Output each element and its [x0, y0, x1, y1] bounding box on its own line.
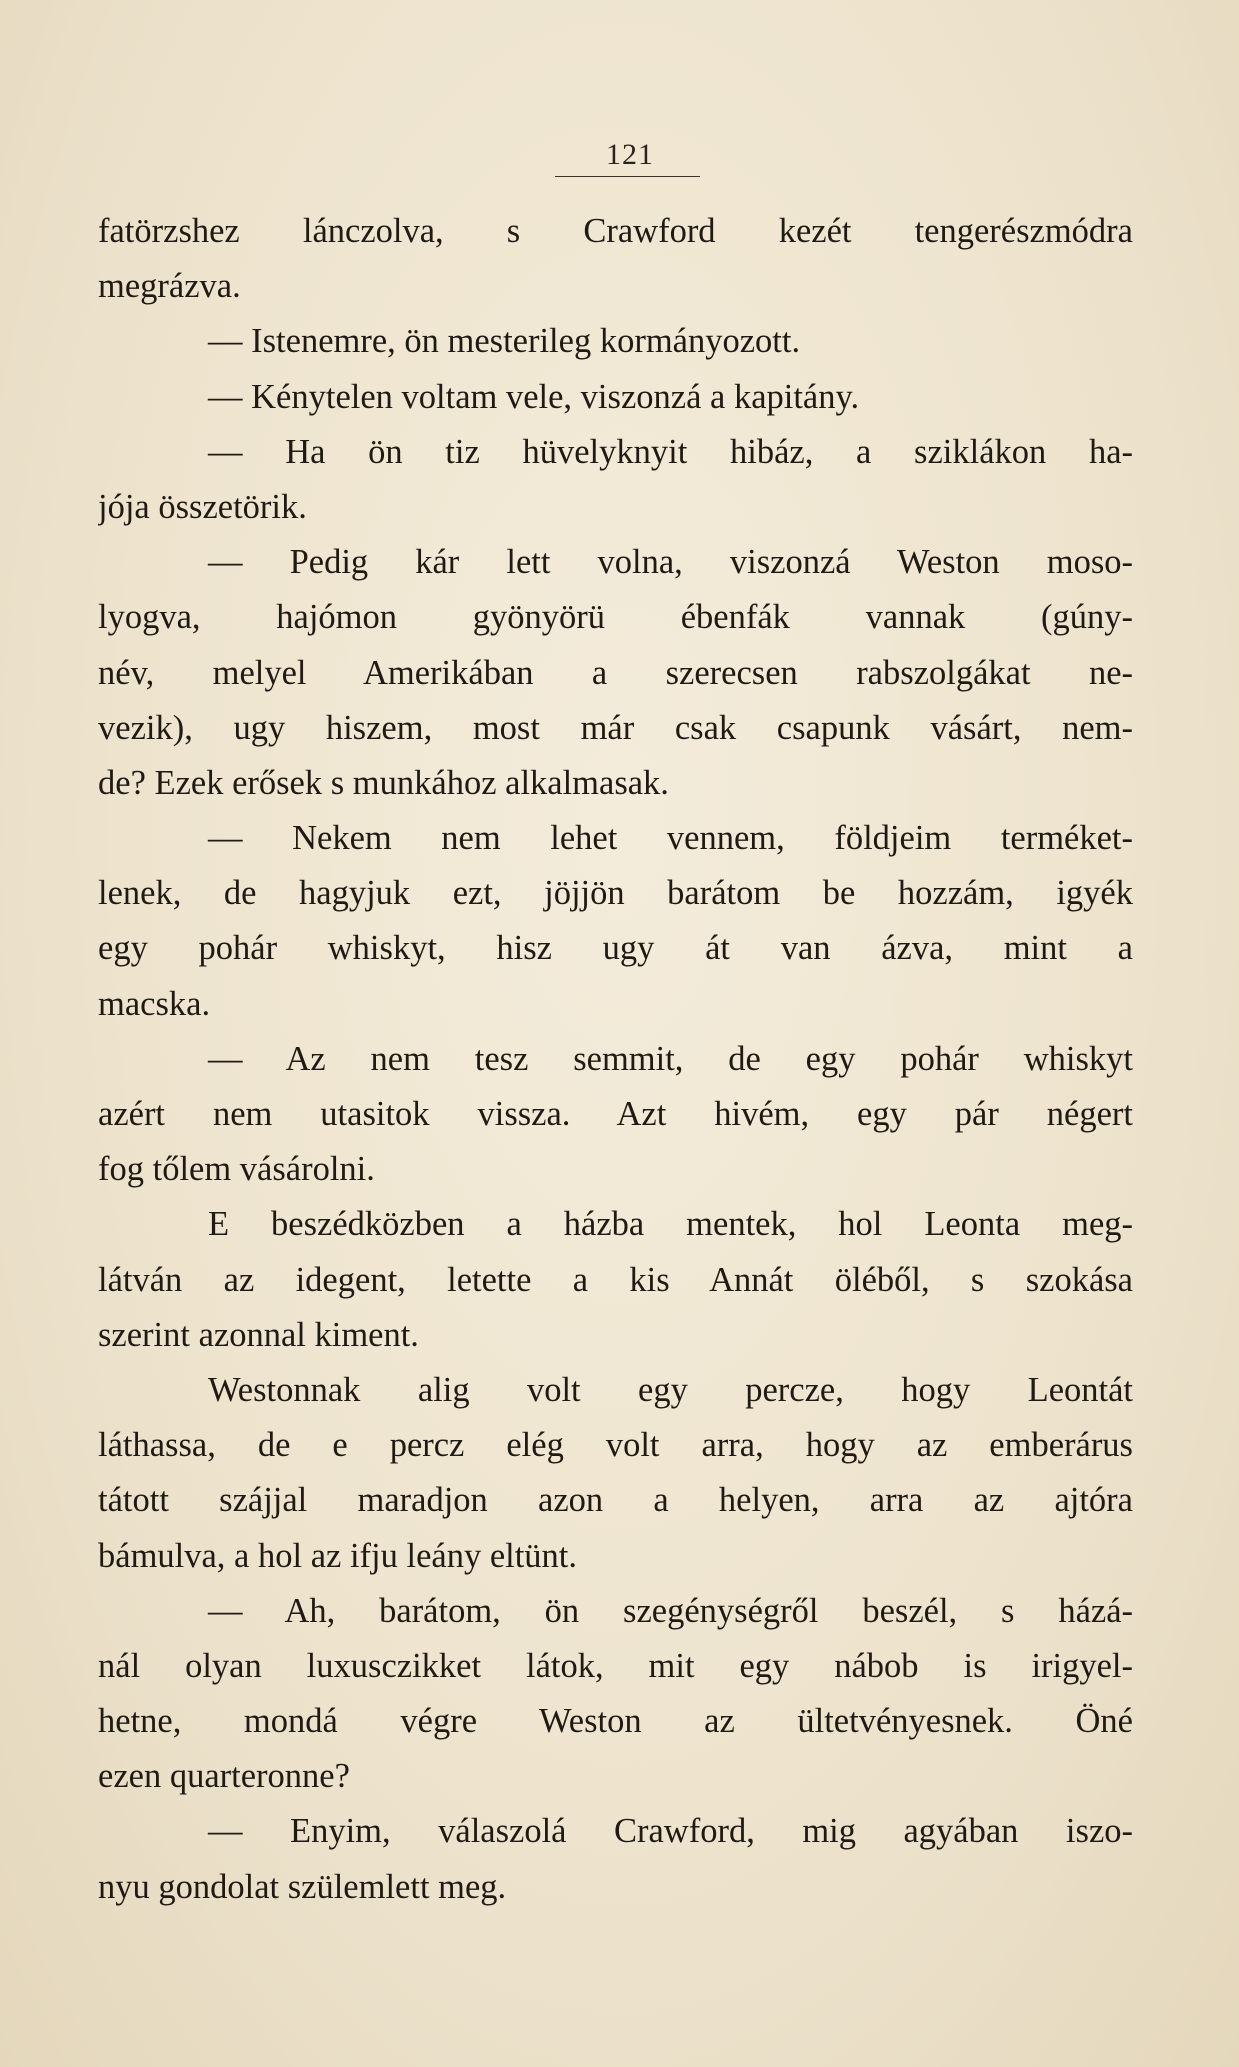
text-line: — Enyim, válaszolá Crawford, mig agyában iszo- — [208, 1812, 1133, 1851]
text-line: jója összetörik. — [98, 487, 307, 526]
text-line: tátott szájjal maradjon azon a helyen, arra az ajtóra — [98, 1481, 1133, 1520]
text-line: E beszédközben a házba mentek, hol Leonta meg- — [208, 1205, 1133, 1244]
text-line: — Kénytelen voltam vele, viszonzá a kapitány. — [208, 377, 860, 416]
text-line: bámulva, a hol az ifju leány eltünt. — [98, 1536, 578, 1575]
text-line: — Az nem tesz semmit, de egy pohár whiskyt — [208, 1039, 1133, 1078]
page-number: 121 — [606, 138, 654, 171]
text-line: — Nekem nem lehet vennem, földjeim terméket- — [208, 819, 1133, 858]
text-line: — Pedig kár lett volna, viszonzá Weston moso- — [208, 543, 1133, 582]
text-line: nyu gondolat szülemlett meg. — [98, 1867, 507, 1906]
text-line: szerint azonnal kiment. — [98, 1315, 419, 1354]
text-line: fatörzshez lánczolva, s Crawford kezét tengerészmódra — [98, 212, 1133, 250]
text-line: lyogva, hajómon gyönyörü ébenfák vannak (gúny- — [98, 598, 1133, 637]
text-line: vezik), ugy hiszem, most már csak csapunk vásárt, nem- — [98, 708, 1133, 747]
page-number-rule — [555, 176, 700, 177]
text-line: fog tőlem vásárolni. — [98, 1150, 375, 1189]
text-line: — Ah, barátom, ön szegénységről beszél, s házá- — [208, 1591, 1133, 1630]
text-line: név, melyel Amerikában a szerecsen rabszolgákat ne- — [98, 653, 1133, 692]
text-line: nál olyan luxusczikket látok, mit egy nábob is irigyel- — [98, 1646, 1133, 1685]
text-line: lenek, de hagyjuk ezt, jöjjön barátom be hozzám, igyék — [98, 874, 1133, 913]
text-line: — Istenemre, ön mesterileg kormányozott. — [208, 322, 801, 361]
text-line: Westonnak alig volt egy percze, hogy Leontát — [208, 1370, 1133, 1409]
text-line: megrázva. — [98, 267, 241, 306]
body-text — [98, 204, 1133, 1915]
text-line: látván az idegent, letette a kis Annát öléből, s szokása — [98, 1260, 1133, 1299]
text-line: azért nem utasitok vissza. Azt hivém, egy pár négert — [98, 1095, 1133, 1133]
text-line: hetne, mondá végre Weston az ültetvényesnek. Öné — [98, 1702, 1133, 1741]
text-line: láthassa, de e percz elég volt arra, hogy az emberárus — [98, 1426, 1133, 1465]
text-line: macska. — [98, 984, 211, 1023]
text-line: ezen quarteronne? — [98, 1757, 350, 1796]
text-line: egy pohár whiskyt, hisz ugy át van ázva, mint a — [98, 929, 1133, 968]
text-line: de? Ezek erősek s munkához alkalmasak. — [98, 763, 669, 802]
text-line: — Ha ön tiz hüvelyknyit hibáz, a sziklákon ha- — [208, 432, 1133, 471]
